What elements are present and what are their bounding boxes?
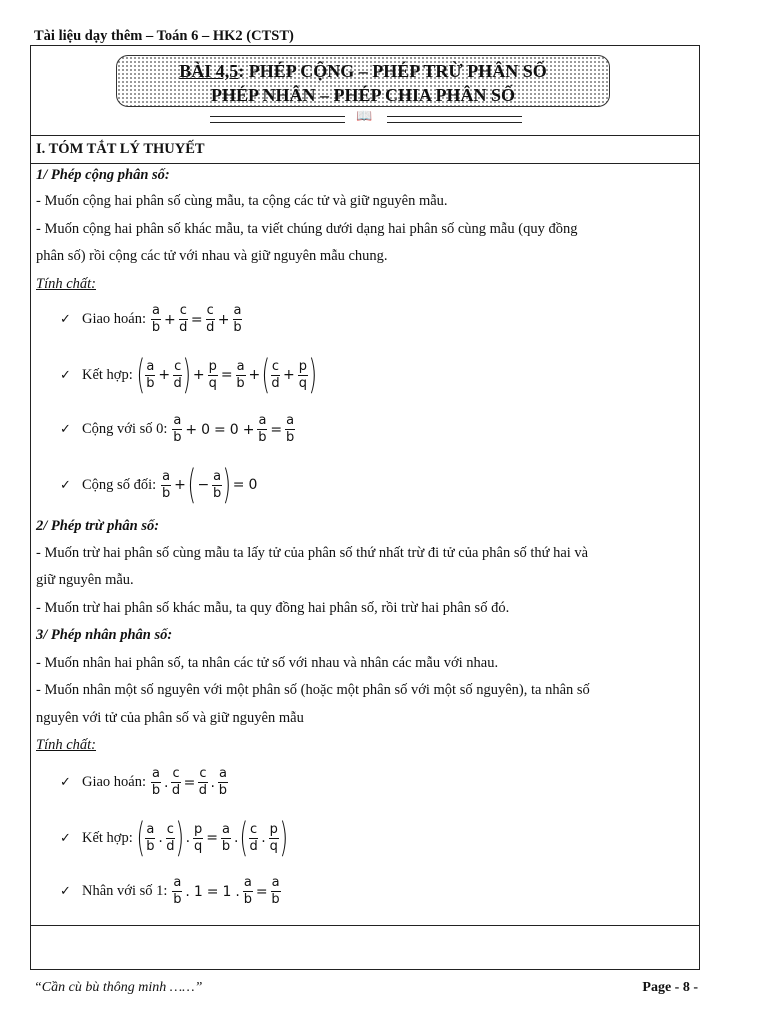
addition-heading: 1/ Phép cộng phân số: xyxy=(36,167,170,183)
multiplication-rule-2a: - Muốn nhân một số nguyên với một phân số (hoặc một phân số với một số nguyên), ta nhân số xyxy=(36,682,590,698)
check-icon: ✓ xyxy=(60,422,71,437)
divider-line xyxy=(30,163,700,164)
divider-line xyxy=(30,925,700,926)
formula: ( $\frac{a}{b}$ + $\frac{c}{d}$ ) + $\frac{p}{q}$ = $\frac{a}{b}$ + ( $\frac{c}{d}$ + $\frac{p}{q}$ ) xyxy=(136,352,318,398)
prop-add-zero: ✓ Cộng với số 0: $\frac{a}{b}$ + 0 = 0 + $\frac{a}{b}$ = $\frac{a}{b}$ xyxy=(60,413,295,445)
check-icon: ✓ xyxy=(60,884,71,899)
prop-add-associative: ✓ Kết hợp: ( $\frac{a}{b}$ + $\frac{c}{d}$ ) + $\frac{p}{q}$ = $\frac{a}{b}$ + ( $\frac{c}{d}$ + $\frac{p}{q}$ ) xyxy=(60,352,318,398)
check-icon: ✓ xyxy=(60,312,71,327)
check-icon: ✓ xyxy=(60,477,71,493)
divider-line xyxy=(30,135,700,136)
page-number: Page - 8 - xyxy=(642,980,698,995)
multiplication-props-label: Tính chất: xyxy=(36,737,97,753)
section-title: I. TÓM TẮT LÝ THUYẾT xyxy=(36,141,205,157)
multiplication-rule-2b: nguyên với tử của phân số và giữ nguyên mẫu xyxy=(36,710,304,726)
subtraction-heading: 2/ Phép trừ phân số: xyxy=(36,518,160,534)
lesson-number: BÀI 4,5 xyxy=(179,61,239,81)
addition-rule-2a: - Muốn cộng hai phân số khác mẫu, ta viết chúng dưới dạng hai phân số cùng mẫu (quy đồng xyxy=(36,221,578,237)
document-header: Tài liệu dạy thêm – Toán 6 – HK2 (CTST) xyxy=(34,28,294,44)
lesson-title-line2: PHÉP NHÂN – PHÉP CHIA PHÂN SỐ xyxy=(210,85,516,105)
formula: $\frac{a}{b}$ + 0 = 0 + $\frac{a}{b}$ = $\frac{a}{b}$ xyxy=(173,413,295,445)
multiplication-heading: 3/ Phép nhân phân số: xyxy=(36,627,173,643)
multiplication-rule-1: - Muốn nhân hai phân số, ta nhân các tử số với nhau và nhân các mẫu với nhau. xyxy=(36,655,499,671)
formula: $\frac{a}{b}$ . $\frac{c}{d}$ = $\frac{c}{d}$ . $\frac{a}{b}$ xyxy=(151,766,228,798)
check-icon: ✓ xyxy=(60,775,71,790)
ornament-divider xyxy=(210,109,522,124)
formula: $\frac{a}{b}$ + $\frac{c}{d}$ = $\frac{c}{d}$ + $\frac{a}{b}$ xyxy=(151,303,242,335)
formula: $\frac{a}{b}$ + ( − $\frac{a}{b}$ ) = 0 xyxy=(161,462,258,508)
prop-mul-one: ✓ Nhân với số 1: $\frac{a}{b}$ . 1 = 1 . $\frac{a}{b}$ = $\frac{a}{b}$ xyxy=(60,875,280,907)
addition-props-label: Tính chất: xyxy=(36,276,97,292)
subtraction-rule-1b: giữ nguyên mẫu. xyxy=(36,572,134,588)
ornament-bar xyxy=(210,116,345,123)
check-icon: ✓ xyxy=(60,830,71,846)
book-icon: 📖 xyxy=(356,109,373,124)
lesson-title-box xyxy=(116,55,610,107)
footer-quote: “Cần cù bù thông minh ……” xyxy=(34,980,203,995)
lesson-title-line1: : PHÉP CỘNG – PHÉP TRỪ PHÂN SỐ xyxy=(238,61,547,81)
prop-mul-commutative: ✓ Giao hoán: $\frac{a}{b}$ . $\frac{c}{d}$ = $\frac{c}{d}$ . $\frac{a}{b}$ xyxy=(60,766,228,798)
subtraction-rule-1a: - Muốn trừ hai phân số cùng mẫu ta lấy tử của phân số thứ nhất trừ đi tử của phân số thứ hai và xyxy=(36,545,589,561)
prop-add-opposite: ✓ Cộng số đối: $\frac{a}{b}$ + ( − $\frac{a}{b}$ ) = 0 xyxy=(60,462,258,508)
subtraction-rule-2: - Muốn trừ hai phân số khác mẫu, ta quy đồng hai phân số, rồi trừ hai phân số đó. xyxy=(36,600,510,616)
formula: ( $\frac{a}{b}$ . $\frac{c}{d}$ ) . $\frac{p}{q}$ = $\frac{a}{b}$ . ( $\frac{c}{d}$ . $\frac{p}{q}$ ) xyxy=(136,815,289,861)
ornament-bar xyxy=(387,116,522,123)
check-icon: ✓ xyxy=(60,367,71,383)
prop-add-commutative: ✓ Giao hoán: $\frac{a}{b}$ + $\frac{c}{d}$ = $\frac{c}{d}$ + $\frac{a}{b}$ xyxy=(60,303,242,335)
addition-rule-2b: phân số) rồi cộng các tử với nhau và giữ nguyên mẫu chung. xyxy=(36,248,388,264)
prop-mul-associative: ✓ Kết hợp: ( $\frac{a}{b}$ . $\frac{c}{d}$ ) . $\frac{p}{q}$ = $\frac{a}{b}$ . ( $\frac{c}{d}$ . $\frac{p}{q}$ ) xyxy=(60,815,289,861)
addition-rule-1: - Muốn cộng hai phân số cùng mẫu, ta cộng các tử và giữ nguyên mẫu. xyxy=(36,193,448,209)
formula: $\frac{a}{b}$ . 1 = 1 . $\frac{a}{b}$ = $\frac{a}{b}$ xyxy=(173,875,280,907)
